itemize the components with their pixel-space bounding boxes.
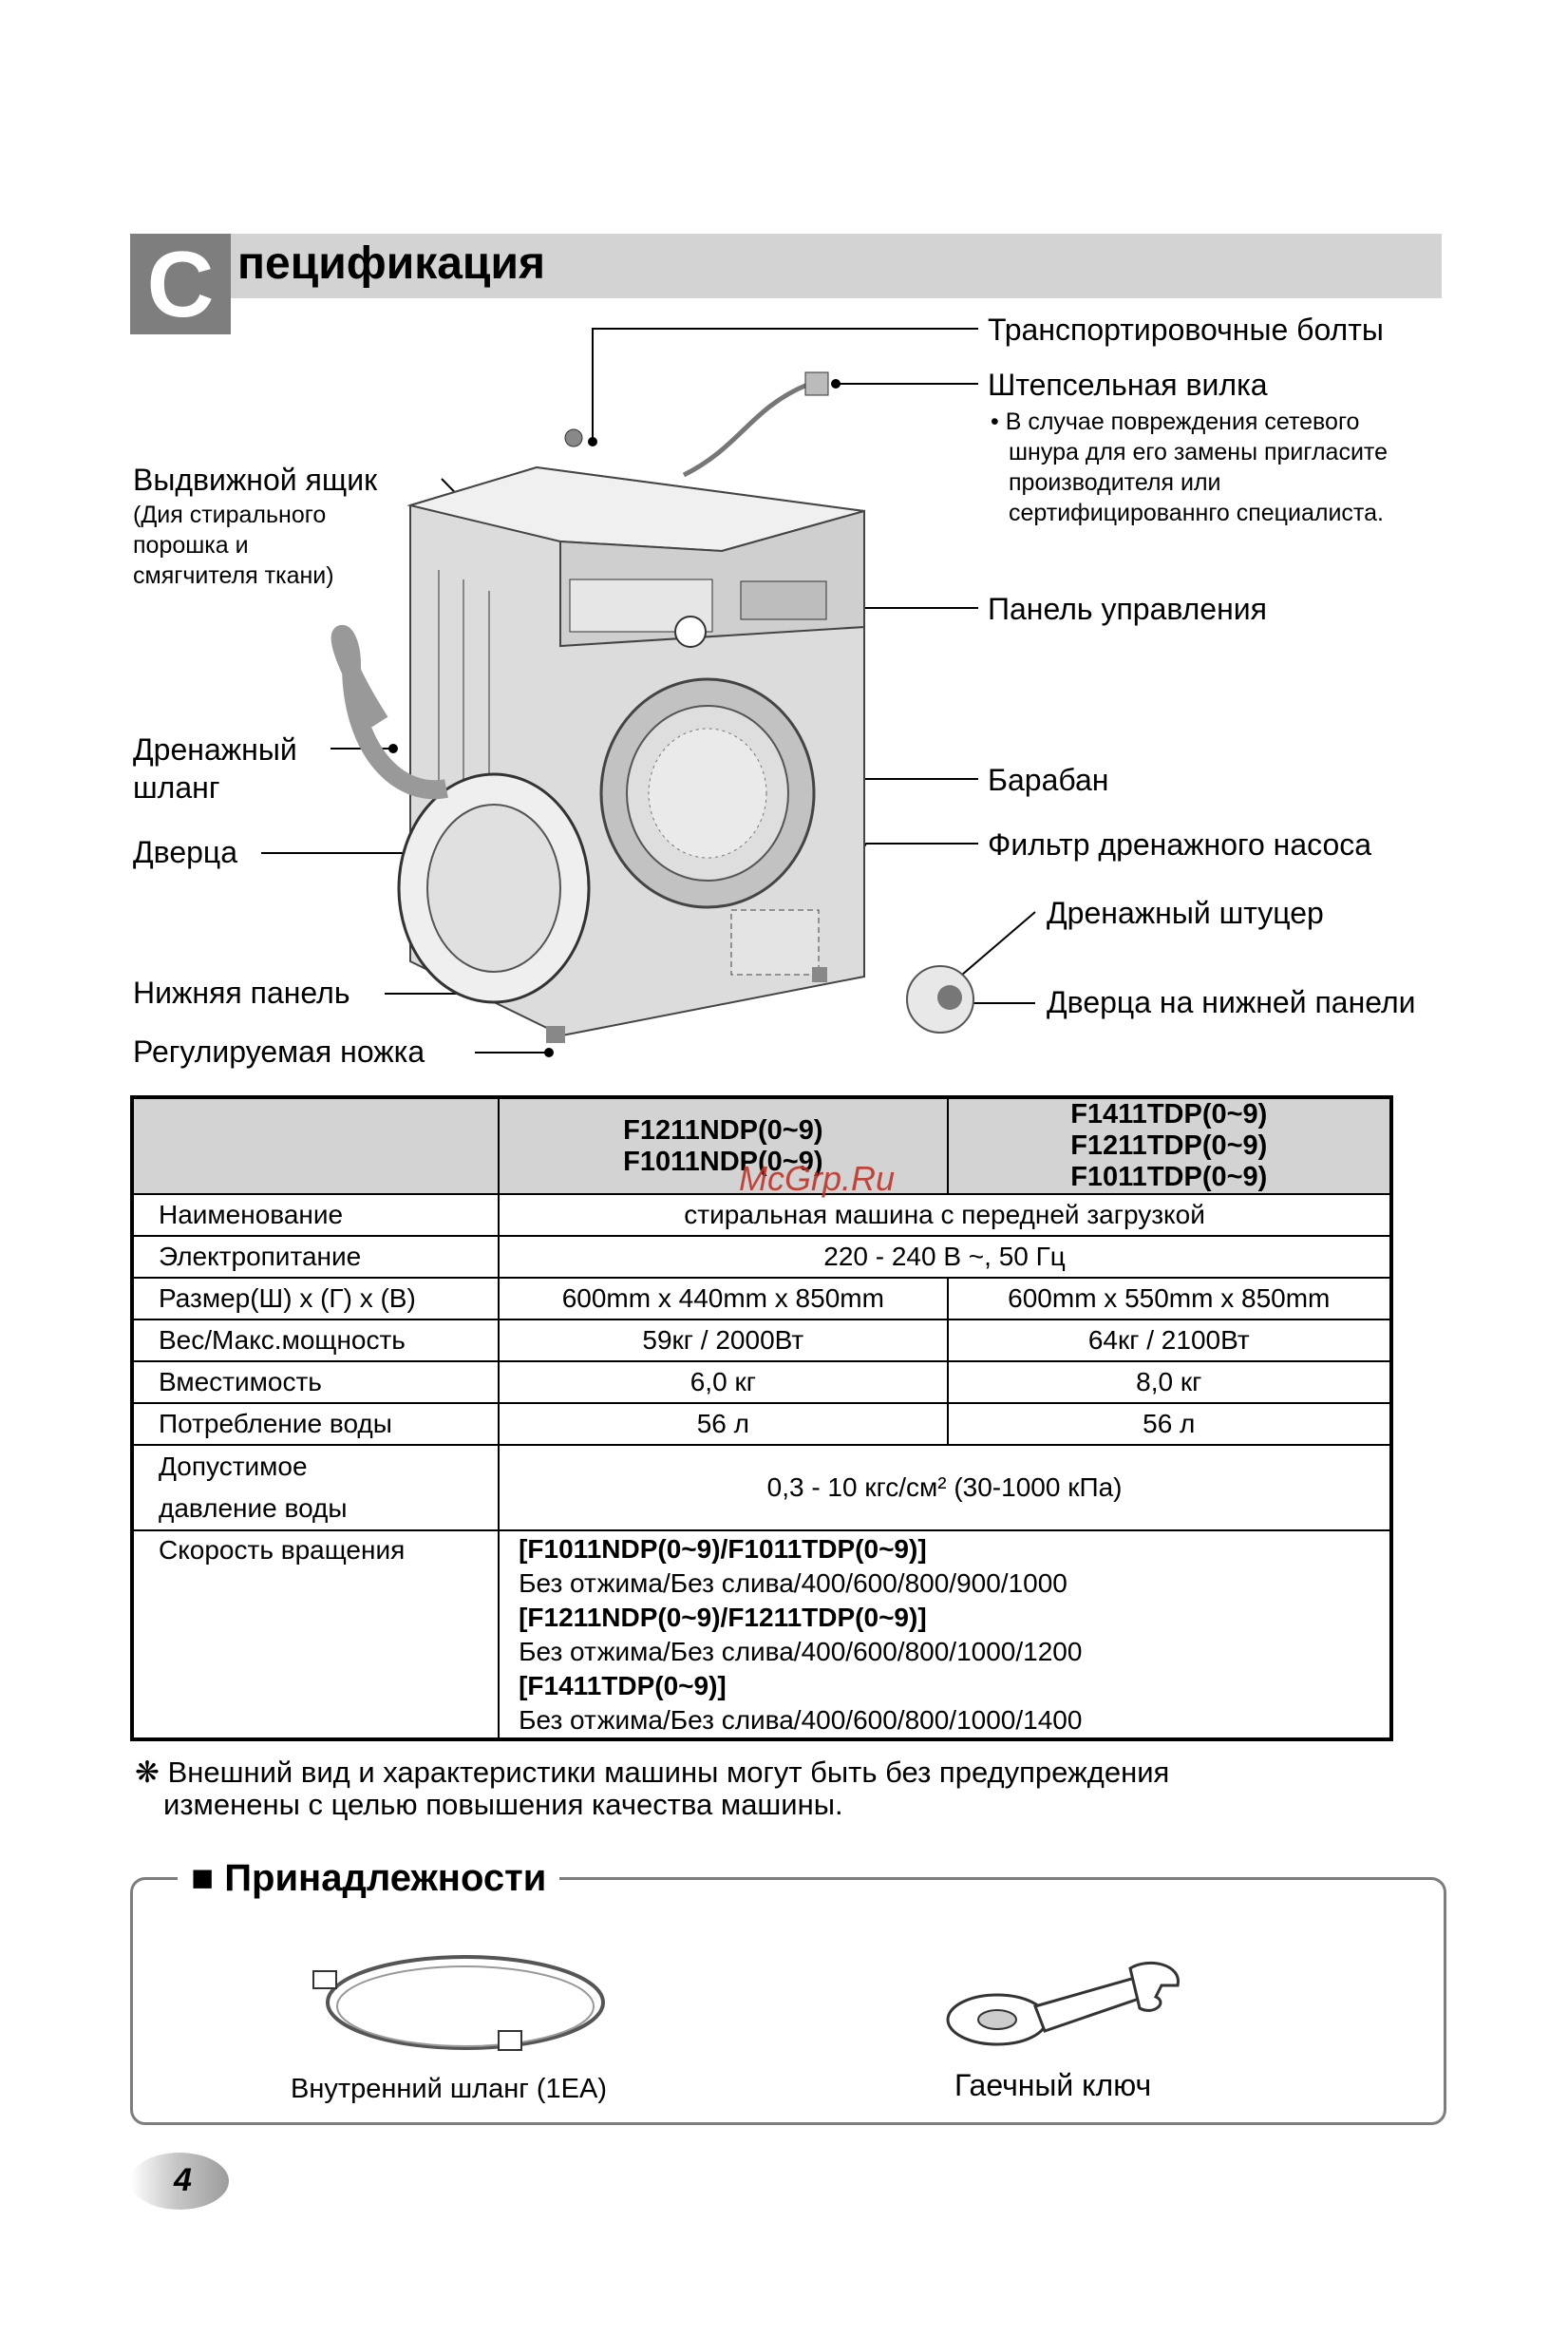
accessory-wrench: Гаечный ключ [954, 2068, 1152, 2102]
label-lower-panel: Нижняя панель [133, 976, 350, 1010]
watermark: McGrp.Ru [739, 1159, 896, 1198]
wrench-illustration [945, 1957, 1192, 2052]
accessory-inner-hose: Внутренний шланг (1EA) [291, 2074, 607, 2104]
drawer-note-1: (Дия стирального [133, 502, 327, 528]
row-label-line: давление воды [159, 1493, 348, 1523]
table-row-pressure [132, 1445, 1391, 1530]
row-value-2: 600mm x 550mm x 850mm [948, 1278, 1391, 1319]
label-drawer: Выдвижной ящик [133, 463, 378, 497]
accessories-title: ■ Принадлежности [178, 1854, 559, 1902]
row-value-2: 8,0 кг [948, 1361, 1391, 1403]
page-title: пецификация [237, 238, 545, 289]
plug-note-3: производителя или [1009, 469, 1221, 496]
row-value-1: 6,0 кг [499, 1361, 947, 1403]
label-door: Дверца [133, 835, 238, 869]
row-label: Электропитание [132, 1236, 499, 1278]
row-value: стиральная машина с передней загрузкой [499, 1194, 1391, 1236]
model-name: F1211NDP(0~9) [623, 1114, 823, 1146]
row-label [132, 1445, 499, 1530]
table-row [132, 1319, 1391, 1361]
row-label-line: Допустимое [159, 1452, 308, 1481]
label-drain-hose-2: шланг [133, 770, 220, 805]
plug-note-1: • В случае повреждения сетевого [991, 408, 1360, 435]
row-value-2: 64кг / 2100Вт [948, 1319, 1391, 1361]
row-value-1: 59кг / 2000Вт [499, 1319, 947, 1361]
spin-speed-list [499, 1530, 1391, 1739]
row-label: Наименование [132, 1194, 499, 1236]
model-name: F1411TDP(0~9) [1070, 1099, 1268, 1130]
model-name: F1011NDP(0~9) [623, 1146, 823, 1177]
row-value-1: 56 л [499, 1403, 947, 1445]
table-row [132, 1194, 1391, 1236]
spin-speeds: Без отжима/Без слива/400/600/800/1000/1400 [519, 1704, 1083, 1735]
drawer-note-2: порошка и [133, 532, 249, 559]
footnote-line: изменены с целью повышения качества машины. [163, 1788, 843, 1821]
spin-speeds: Без отжима/Без слива/400/600/800/1000/1200 [519, 1636, 1083, 1666]
row-label: Размер(Ш) x (Г) x (В) [132, 1278, 499, 1319]
row-value: 220 - 240 В ~, 50 Гц [499, 1236, 1391, 1278]
page-number: 4 [174, 2162, 192, 2198]
label-drain-hose-1: Дренажный [133, 732, 297, 767]
label-drain-plug: Дренажный штуцер [1047, 896, 1324, 930]
plug-note-4: сертифицированнго специалиста. [1009, 500, 1384, 526]
row-label: Скорость вращения [132, 1530, 499, 1739]
spin-model-group: [F1011NDP(0~9)/F1011TDP(0~9)] [519, 1533, 927, 1564]
spin-speeds: Без отжима/Без слива/400/600/800/900/1000 [519, 1567, 1067, 1598]
label-control-panel: Панель управления [988, 592, 1267, 626]
row-label: Вес/Макс.мощность [132, 1319, 499, 1361]
table-header-empty [132, 1097, 499, 1194]
label-drum: Барабан [988, 763, 1109, 797]
table-row [132, 1278, 1391, 1319]
table-row [132, 1236, 1391, 1278]
label-plug: Штепсельная вилка [988, 368, 1268, 402]
row-value-2: 56 л [948, 1403, 1391, 1445]
footnote-line: ❋ Внешний вид и характеристики машины могут быть без предупреждения [135, 1756, 1170, 1789]
footnote [135, 1756, 1169, 1821]
row-label: Потребление воды [132, 1403, 499, 1445]
label-transport-bolts: Транспортировочные болты [988, 313, 1384, 347]
model-name: F1211TDP(0~9) [1070, 1130, 1268, 1161]
table-row [132, 1361, 1391, 1403]
row-value-1: 600mm x 440mm x 850mm [499, 1278, 947, 1319]
spin-model-group: [F1211NDP(0~9)/F1211TDP(0~9)] [519, 1602, 927, 1632]
header-letter: С [130, 234, 231, 334]
label-pump-filter: Фильтр дренажного насоса [988, 827, 1372, 862]
inner-hose-illustration [304, 1947, 627, 2071]
drawer-note-3: смягчителя ткани) [133, 562, 334, 589]
table-row [132, 1403, 1391, 1445]
row-value: 0,3 - 10 кгс/см² (30-1000 кПа) [499, 1445, 1391, 1530]
label-adjustable-foot: Регулируемая ножка [133, 1035, 425, 1069]
row-label: Вместимость [132, 1361, 499, 1403]
spin-model-group: [F1411TDP(0~9)] [519, 1670, 727, 1700]
label-lower-door: Дверца на нижней панели [1047, 985, 1416, 1019]
table-header-model-group-2 [948, 1097, 1391, 1194]
model-name: F1011TDP(0~9) [1070, 1162, 1268, 1192]
table-row-spin [132, 1530, 1391, 1739]
plug-note-2: шнура для его замены пригласите [1009, 439, 1388, 465]
